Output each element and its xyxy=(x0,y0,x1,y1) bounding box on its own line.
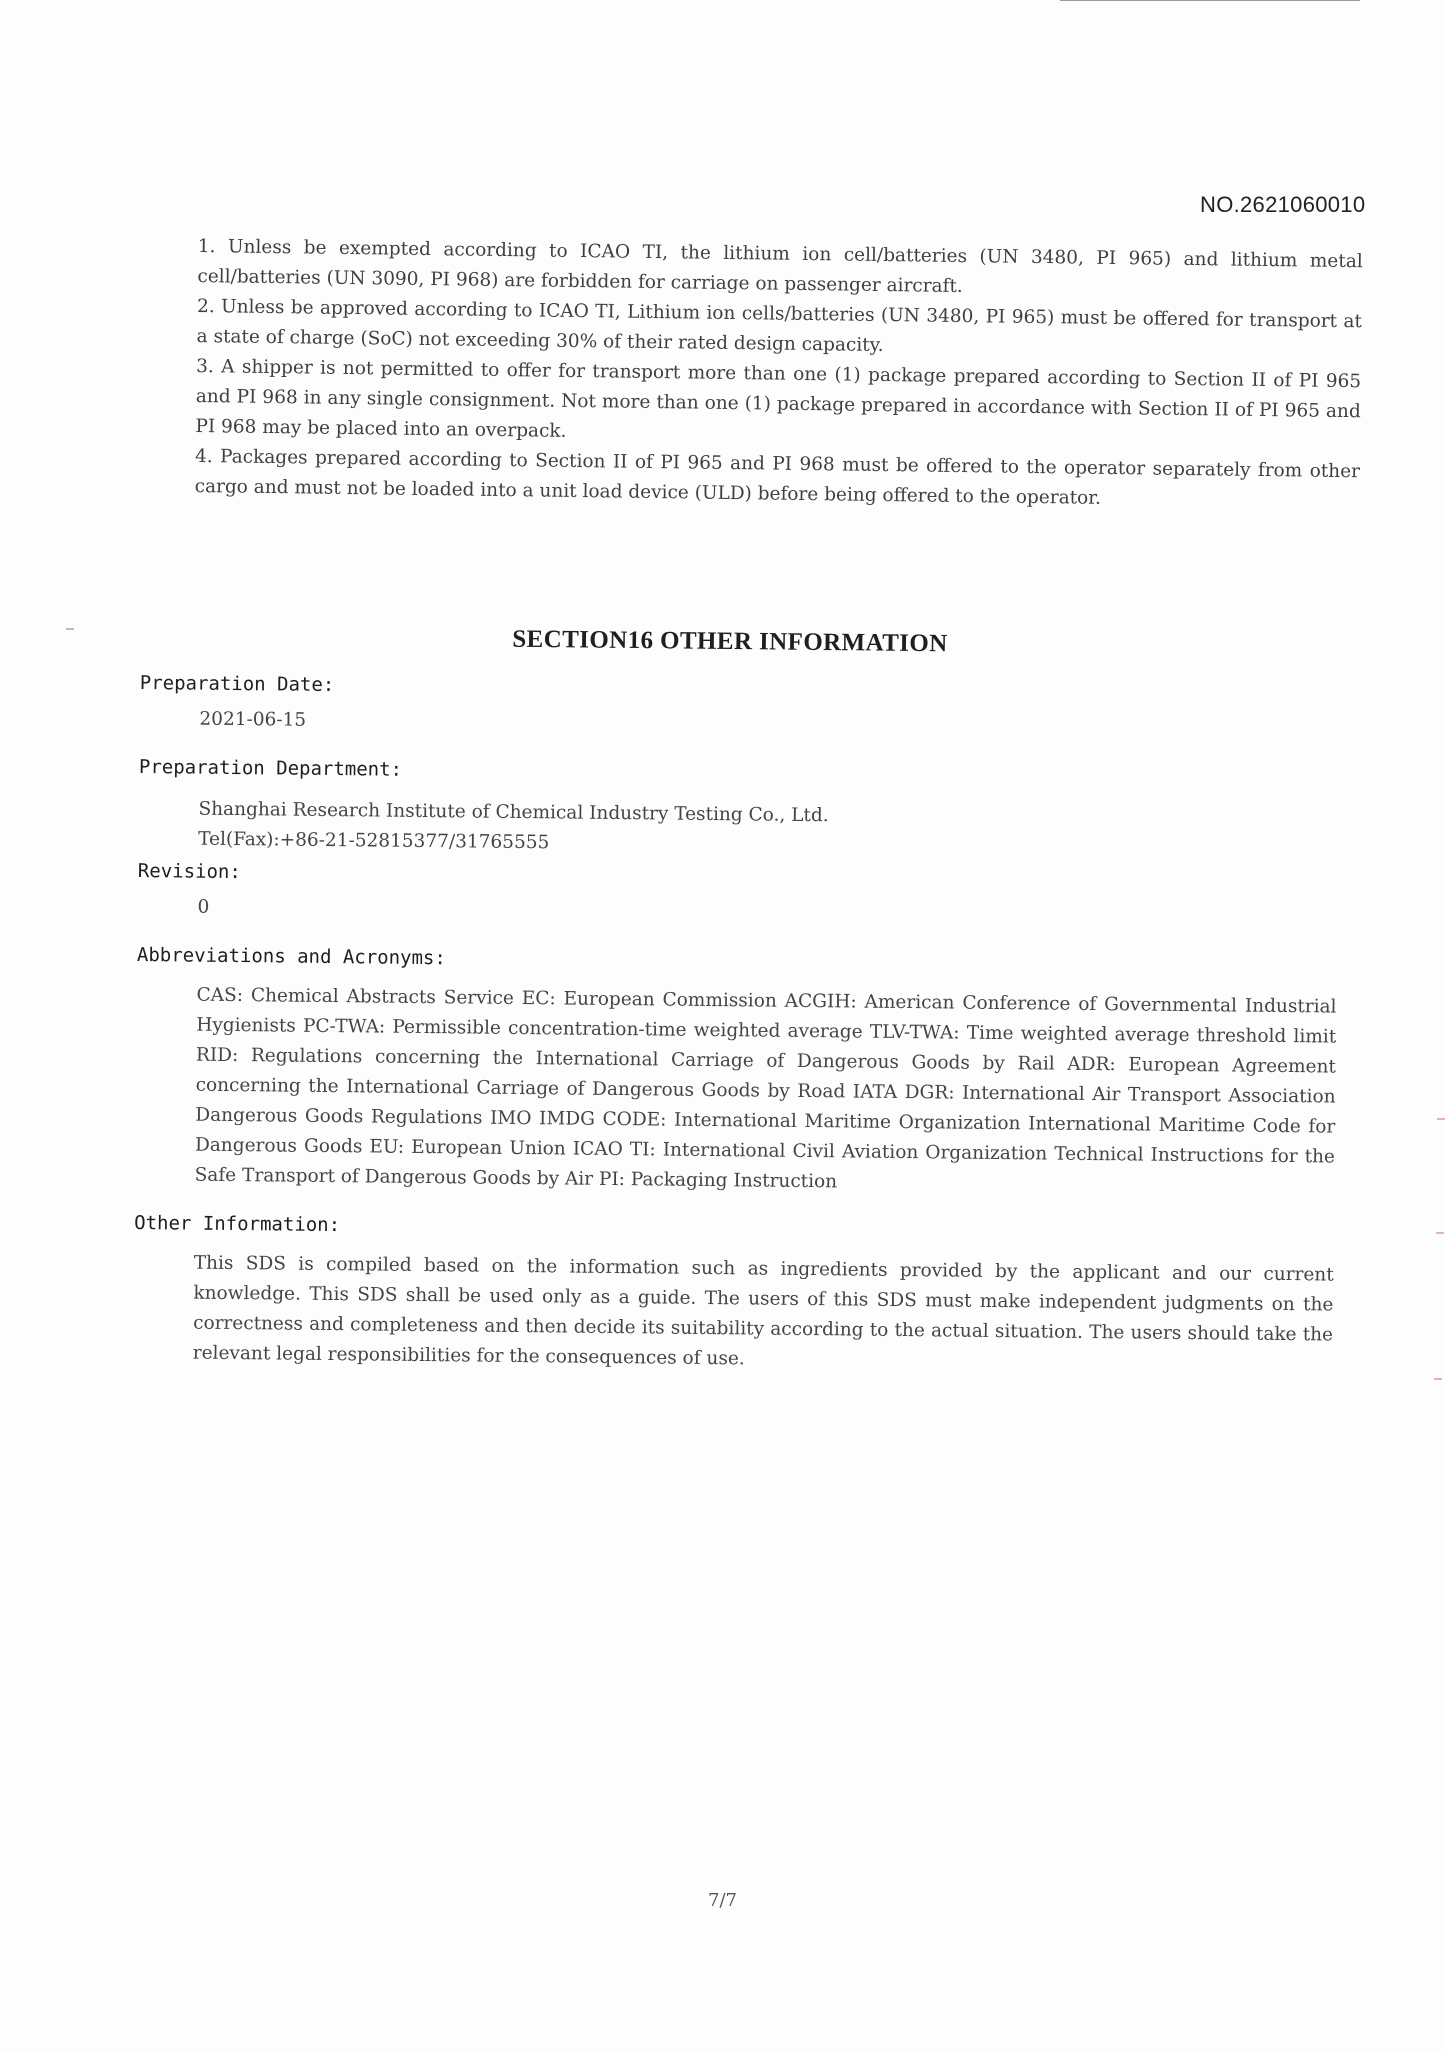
abbreviations-value: CAS: Chemical Abstracts Service EC: European Commission ACGIH: American Conference of Governmental Industrial Hygienists PC-TWA: Permissible concentration-time weighted average TLV-TWA: Time weighted average threshold limit RID: Regulations concerning the International Carriage of Dangerous Goods by Rail ADR: European Agreement concerning the International Carriage of Dangerous Goods by Road IATA DGR: International Air Transport Association Dangerous Goods Regulations IMO IMDG CODE: International Maritime Organization International Maritime Code for Dangerous Goods EU: European Union ICAO TI: International Civil Aviation Organization Technical Instructions for the Safe Transport of Dangerous Goods by Air PI: Packaging Instruction xyxy=(194,984,1337,1193)
scan-edge-mark xyxy=(1434,1378,1442,1380)
preparation-date-label: Preparation Date: xyxy=(139,671,335,697)
other-information-label: Other Information: xyxy=(134,1211,341,1237)
section16-content xyxy=(133,668,1360,1381)
preparation-department-value: Shanghai Research Institute of Chemical Industry Testing Co., Ltd. xyxy=(198,798,829,827)
tel-fax-value: Tel(Fax):+86-21-52815377/31765555 xyxy=(198,828,550,854)
section-title: SECTION16 OTHER INFORMATION xyxy=(512,625,948,658)
transport-note-2: 2. Unless be approved according to ICAO TI, Lithium ion cells/batteries (UN 3480, PI 965) must be offered for transport at a state of charge (SoC) not exceeding 30% of their rated design capacity. xyxy=(196,295,1363,356)
document-number: NO.2621060010 xyxy=(1200,192,1366,217)
scan-edge-mark xyxy=(66,628,74,630)
transport-notes xyxy=(194,232,1362,517)
preparation-date-value: 2021-06-15 xyxy=(199,708,307,731)
scan-edge-mark xyxy=(1437,1118,1445,1120)
page-number: 7/7 xyxy=(708,1890,737,1911)
transport-note-3: 3. A shipper is not permitted to offer for transport more than one (1) package prepared according to Section II of PI 965 and PI 968 in any single consignment. Not more than one (1) package prepared in accordance with Section II of PI 965 and PI 968 may be placed into an overpack. xyxy=(195,355,1362,442)
transport-note-1: 1. Unless be exempted according to ICAO TI, the lithium ion cell/batteries (UN 3480, PI 965) and lithium metal cell/batteries (UN 3090, PI 968) are forbidden for carriage on passenger aircraft. xyxy=(197,235,1363,298)
preparation-department-label: Preparation Department: xyxy=(138,755,403,781)
transport-note-4: 4. Packages prepared according to Section II of PI 965 and PI 968 must be offered to the operator separately from other cargo and must not be loaded into a unit load device (ULD) before being offered to the operator. xyxy=(194,445,1361,509)
revision-label: Revision: xyxy=(137,859,241,884)
abbreviations-label: Abbreviations and Acronyms: xyxy=(136,943,446,970)
scan-edge-mark xyxy=(1436,1232,1444,1234)
top-rule xyxy=(1060,0,1360,1)
revision-value: 0 xyxy=(197,896,210,918)
other-information-value: This SDS is compiled based on the information such as ingredients provided by the applicant and our current knowledge. This SDS shall be used only as a guide. The users of this SDS must make independent judgments on the correctness and completeness and then decide its suitability according to the actual situation. The users should take the relevant legal responsibilities for the consequences of use. xyxy=(192,1252,1334,1370)
